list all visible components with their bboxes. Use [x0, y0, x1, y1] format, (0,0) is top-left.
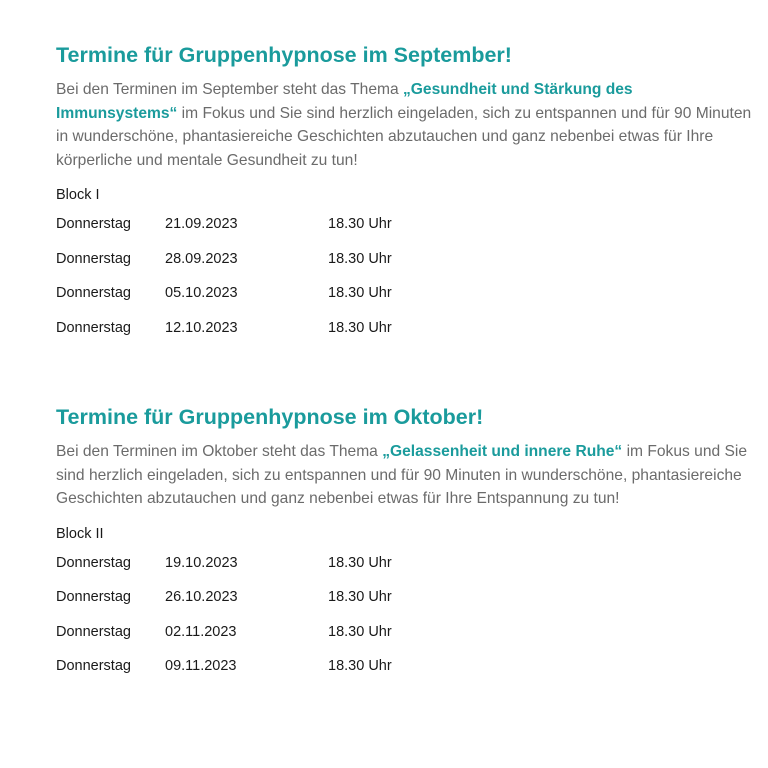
date: 05.10.2023 [165, 285, 238, 301]
oktober-intro-before: Bei den Terminen im Oktober steht das Thema [56, 443, 383, 460]
date: 02.11.2023 [165, 623, 237, 640]
september-intro-after: im Fokus und Sie sind herzlich eingeladen, sich zu entspannen und für 90 Minuten in wunderschöne, phantasiereiche Geschichten abzutauchen und ganz nebenbei etwas für Ihre körperliche und mentale Gesundheit zu tun! [56, 104, 752, 169]
september-dates [56, 215, 756, 353]
time: 18.30 Uhr [328, 319, 392, 336]
date: 28.09.2023 [165, 250, 238, 267]
oktober-intro [56, 440, 756, 511]
block-label-september: Block I [56, 187, 100, 203]
block-label-oktober: Block II [56, 525, 104, 542]
date-row [56, 250, 756, 285]
date-row [56, 588, 756, 623]
weekday: Donnerstag [56, 554, 131, 571]
weekday: Donnerstag [56, 658, 131, 674]
oktober-section [56, 402, 756, 692]
date: 21.09.2023 [165, 216, 238, 232]
date-row [56, 215, 756, 250]
time: 18.30 Uhr [328, 554, 392, 571]
time: 18.30 Uhr [328, 658, 392, 674]
time: 18.30 Uhr [328, 623, 392, 640]
date-row [56, 284, 756, 319]
weekday: Donnerstag [56, 250, 131, 267]
weekday: Donnerstag [56, 319, 131, 336]
september-section [56, 40, 756, 353]
weekday: Donnerstag [56, 285, 131, 301]
september-topic: „Gesundheit und Stärkung des Immunsystems“ [56, 81, 633, 122]
date-row [56, 319, 756, 354]
september-intro-before: Bei den Terminen im September steht das Thema [56, 81, 403, 98]
oktober-intro-after: im Fokus und Sie sind herzlich eingeladen, sich zu entspannen und für 90 Minuten in wunderschöne, phantasiereiche Geschichten abzutauchen und ganz nebenbei etwas für Ihre Entspannung zu tun! [56, 443, 748, 507]
time: 18.30 Uhr [328, 589, 392, 605]
weekday: Donnerstag [56, 216, 131, 232]
date-row [56, 554, 756, 589]
oktober-topic: „Gelassenheit und innere Ruhe“ [382, 443, 623, 460]
september-heading: Termine für Gruppenhypnose im September! [56, 43, 512, 67]
time: 18.30 Uhr [328, 216, 392, 232]
date-row [56, 657, 756, 692]
date: 12.10.2023 [165, 319, 238, 336]
date: 19.10.2023 [165, 554, 238, 571]
oktober-heading: Termine für Gruppenhypnose im Oktober! [56, 405, 484, 429]
oktober-dates [56, 554, 756, 692]
weekday: Donnerstag [56, 589, 131, 605]
date-row [56, 623, 756, 658]
september-intro [56, 78, 756, 172]
date: 26.10.2023 [165, 589, 238, 605]
date: 09.11.2023 [165, 658, 237, 674]
time: 18.30 Uhr [328, 285, 392, 301]
time: 18.30 Uhr [328, 250, 392, 267]
weekday: Donnerstag [56, 623, 131, 640]
